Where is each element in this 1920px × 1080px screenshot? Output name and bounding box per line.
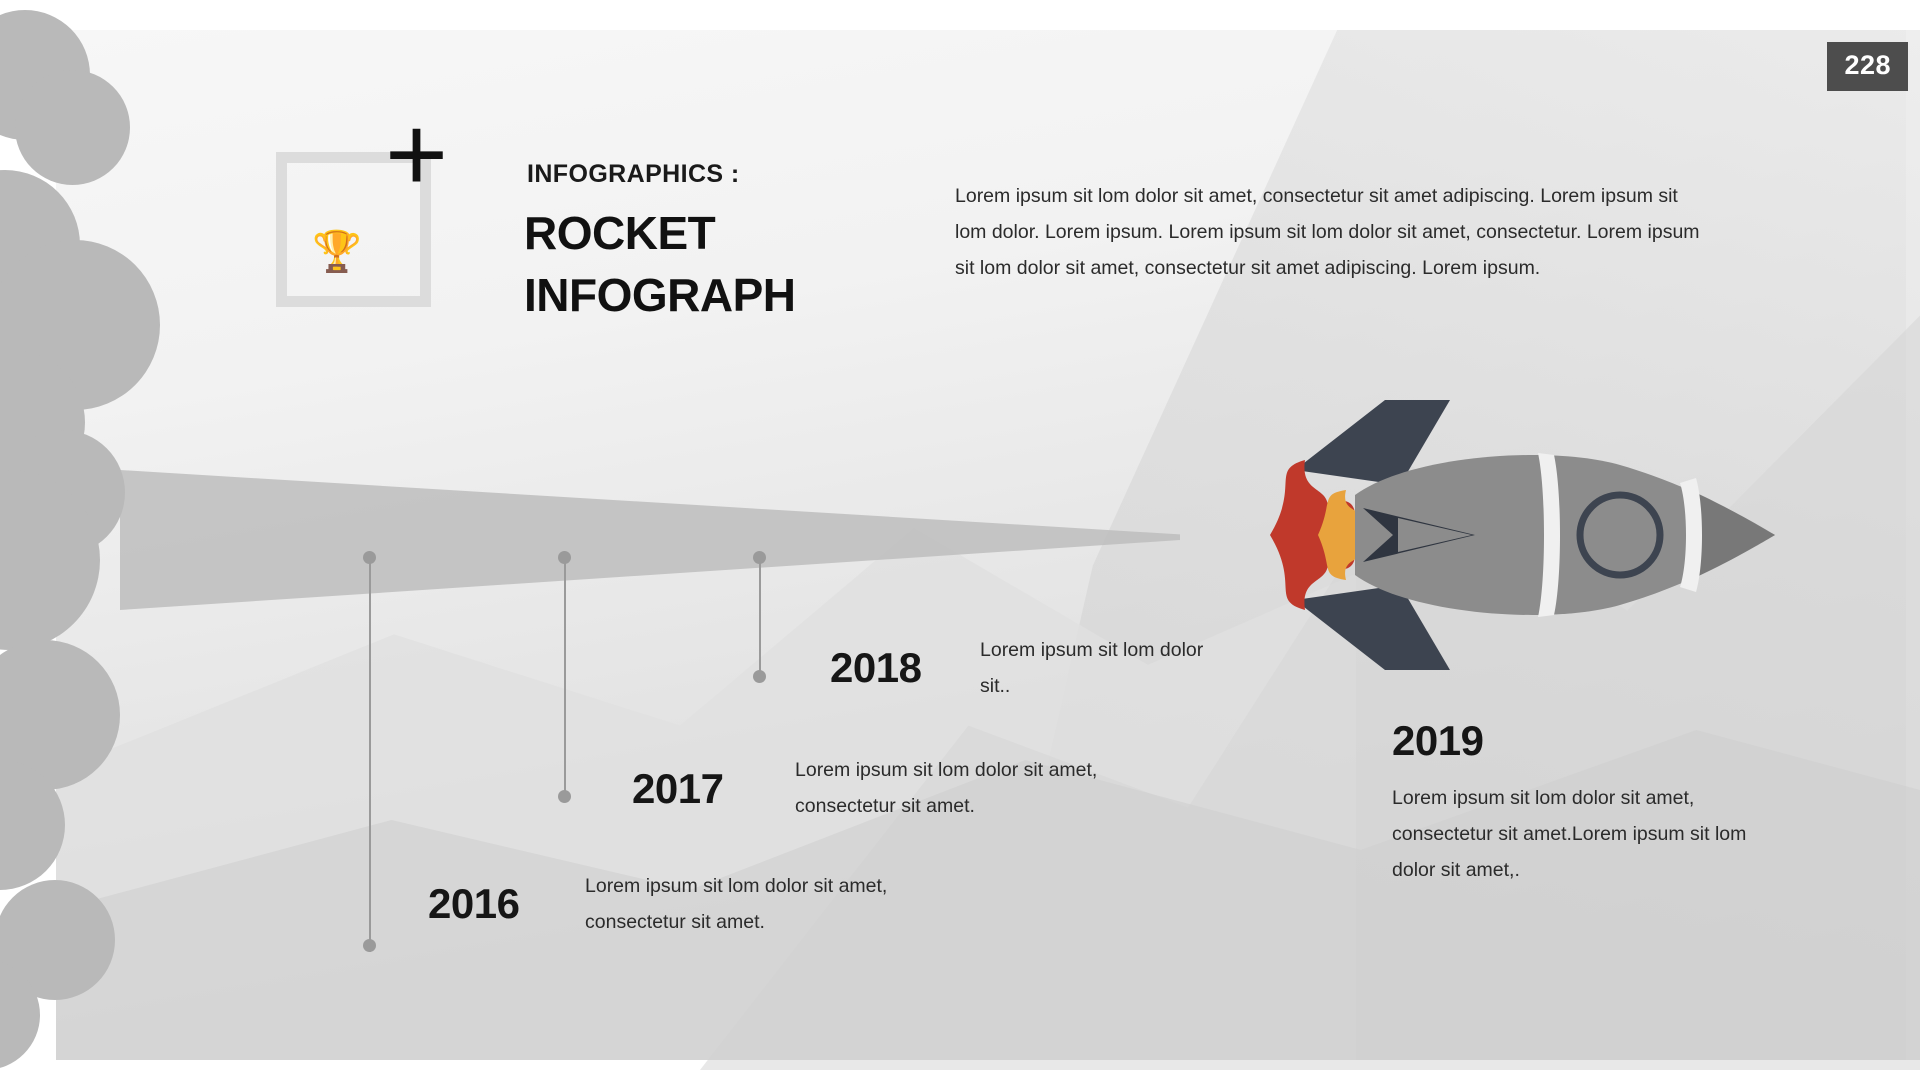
- timeline-connector-2017: [564, 557, 566, 802]
- page-number-badge: 228: [1827, 42, 1908, 91]
- timeline-year-2019: 2019: [1392, 717, 1484, 764]
- timeline-desc-2019: Lorem ipsum sit lom dolor sit amet, consectetur sit amet.Lorem ipsum sit lom dolor sit amet,.: [1392, 787, 1747, 881]
- smoke-cloud-icon: [0, 0, 190, 1080]
- timeline-dot-2017-top: [558, 551, 571, 564]
- timeline-year-2018: 2018: [830, 644, 922, 691]
- page-title: [524, 202, 944, 326]
- plus-icon: +: [385, 93, 449, 214]
- timeline-year-2016: 2016: [428, 880, 520, 927]
- header-paragraph: Lorem ipsum sit lom dolor sit amet, consectetur sit amet adipiscing. Lorem ipsum sit lom dolor. Lorem ipsum. Lorem ipsum sit lom dolor sit amet, consectetur. Lorem ipsum sit lom dolor sit amet, consectetur sit amet adipiscing. Lorem ipsum.: [955, 185, 1700, 279]
- timeline-dot-2016-top: [363, 551, 376, 564]
- timeline-connector-2018: [759, 557, 761, 677]
- timeline-dot-2016-bottom: [363, 939, 376, 952]
- timeline-desc-2017: Lorem ipsum sit lom dolor sit amet, consectetur sit amet.: [795, 759, 1098, 817]
- page-title-line-2: INFOGRAPH: [524, 269, 796, 321]
- page-title-line-1: ROCKET: [524, 207, 716, 259]
- timeline-dot-2018-top: [753, 551, 766, 564]
- trophy-icon: 🏆: [312, 230, 362, 274]
- timeline-dot-2018-bottom: [753, 670, 766, 683]
- timeline-year-2017: 2017: [632, 765, 724, 812]
- timeline-desc-2018: Lorem ipsum sit lom dolor sit..: [980, 639, 1204, 697]
- title-kicker: INFOGRAPHICS :: [527, 160, 740, 188]
- timeline-desc-2016: Lorem ipsum sit lom dolor sit amet, consectetur sit amet.: [585, 875, 888, 933]
- rocket-icon: [1150, 390, 1800, 680]
- timeline-dot-2017-bottom: [558, 790, 571, 803]
- timeline-connector-2016: [369, 557, 371, 952]
